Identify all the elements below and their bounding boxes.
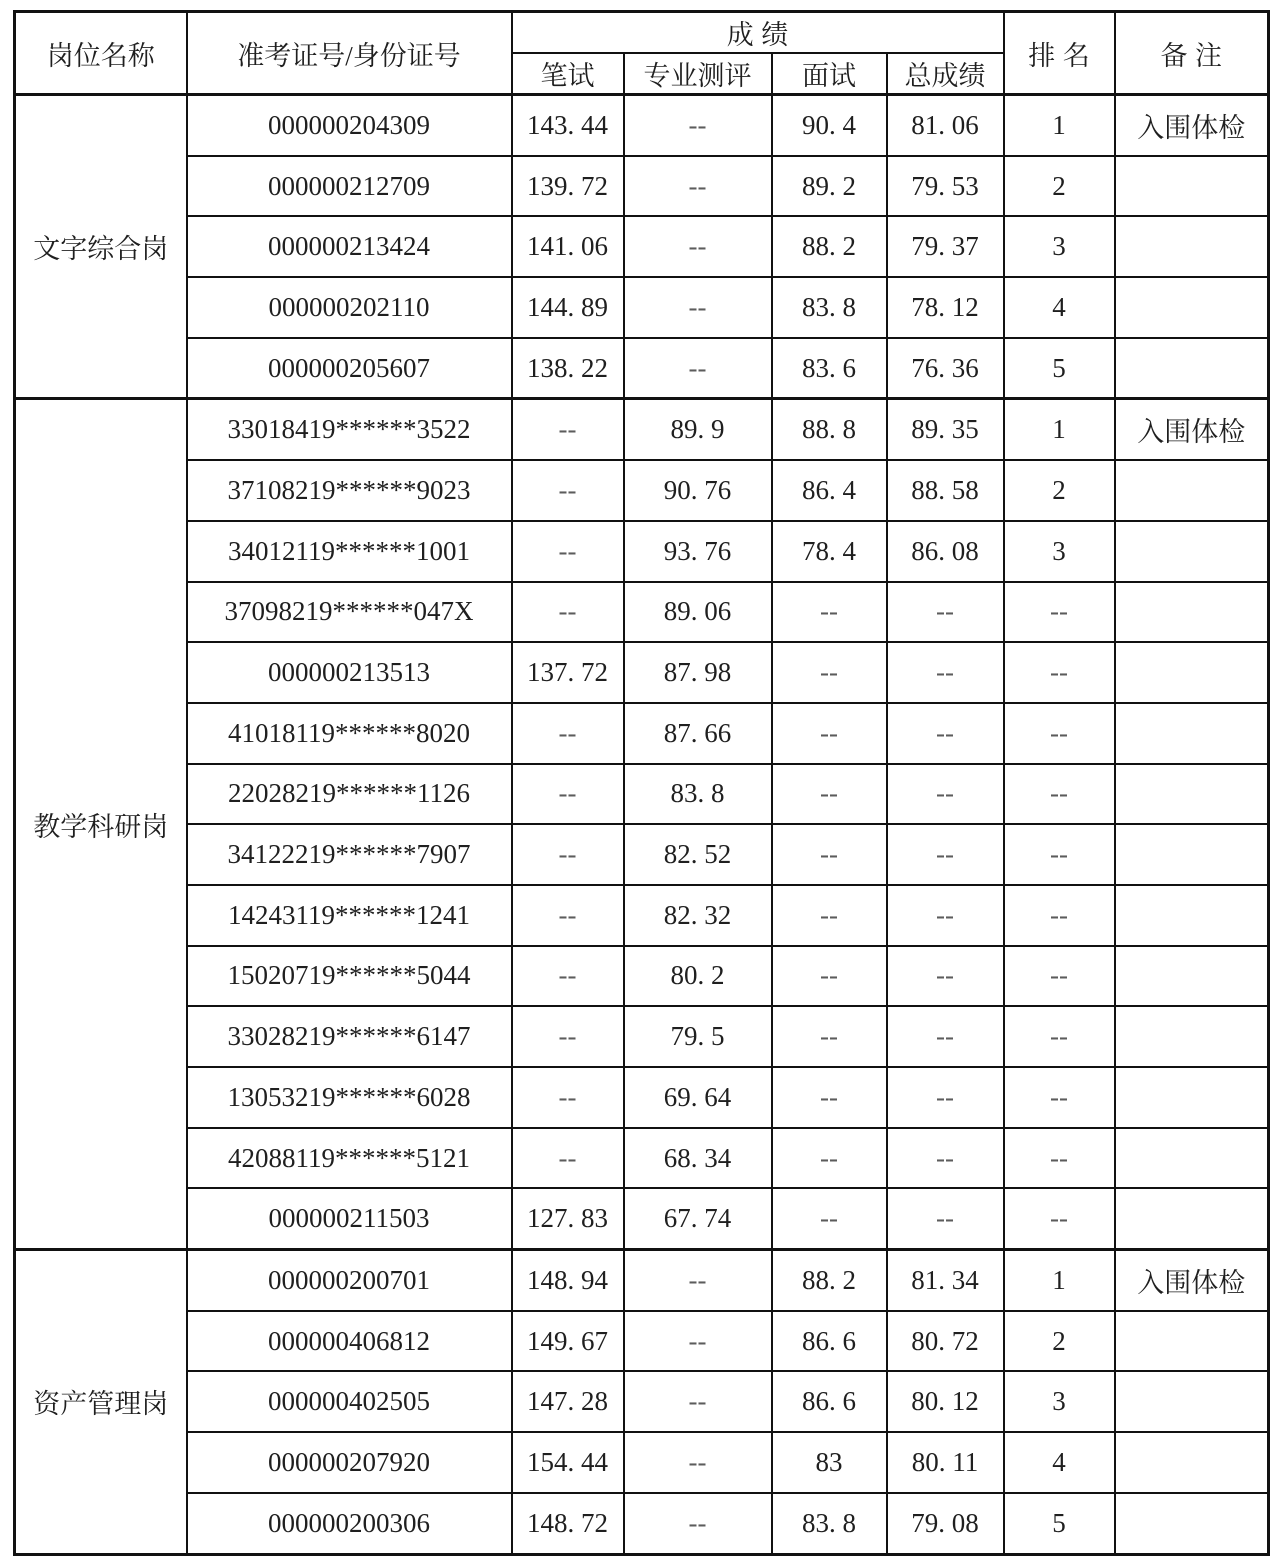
id-cell: 000000200306 — [187, 1493, 512, 1554]
rank-cell: -- — [1004, 582, 1115, 643]
interview-cell: -- — [772, 885, 887, 946]
rank-cell: 2 — [1004, 460, 1115, 521]
table-row — [15, 824, 1269, 885]
interview-cell: -- — [772, 824, 887, 885]
table-row — [15, 338, 1269, 399]
remark-cell — [1115, 642, 1269, 703]
position-name-cell: 资产管理岗 — [15, 1250, 187, 1554]
remark-cell — [1115, 1432, 1269, 1493]
professional-cell: 87. 98 — [624, 642, 772, 703]
results-tbody — [15, 95, 1269, 1555]
remark-cell: 入围体检 — [1115, 1250, 1269, 1311]
interview-cell: 86. 6 — [772, 1311, 887, 1372]
table-row — [15, 277, 1269, 338]
written-cell: -- — [512, 1128, 624, 1189]
id-cell: 000000211503 — [187, 1188, 512, 1249]
table-row — [15, 521, 1269, 582]
interview-cell: -- — [772, 703, 887, 764]
professional-cell: -- — [624, 216, 772, 277]
written-cell: 127. 83 — [512, 1188, 624, 1249]
id-cell: 000000212709 — [187, 156, 512, 217]
table-row — [15, 764, 1269, 825]
remark-cell — [1115, 1493, 1269, 1554]
written-cell: 144. 89 — [512, 277, 624, 338]
id-cell: 000000200701 — [187, 1250, 512, 1311]
written-cell: -- — [512, 703, 624, 764]
interview-cell: 88. 2 — [772, 216, 887, 277]
id-cell: 41018119******8020 — [187, 703, 512, 764]
rank-cell: -- — [1004, 1006, 1115, 1067]
table-row — [15, 1128, 1269, 1189]
professional-cell: 87. 66 — [624, 703, 772, 764]
professional-cell: -- — [624, 277, 772, 338]
written-cell: 143. 44 — [512, 95, 624, 156]
professional-cell: 69. 64 — [624, 1067, 772, 1128]
written-cell: 141. 06 — [512, 216, 624, 277]
total-cell: -- — [887, 946, 1004, 1007]
remark-cell — [1115, 338, 1269, 399]
interview-cell: 88. 2 — [772, 1250, 887, 1311]
table-row — [15, 1067, 1269, 1128]
rank-cell: 3 — [1004, 1371, 1115, 1432]
professional-cell: 67. 74 — [624, 1188, 772, 1249]
id-cell: 000000402505 — [187, 1371, 512, 1432]
remark-cell — [1115, 460, 1269, 521]
professional-cell: 68. 34 — [624, 1128, 772, 1189]
remark-cell — [1115, 156, 1269, 217]
remark-cell: 入围体检 — [1115, 95, 1269, 156]
id-cell: 000000213424 — [187, 216, 512, 277]
written-cell: -- — [512, 946, 624, 1007]
position-name-cell: 教学科研岗 — [15, 399, 187, 1250]
rank-cell: 4 — [1004, 277, 1115, 338]
interview-cell: 86. 4 — [772, 460, 887, 521]
total-cell: 80. 72 — [887, 1311, 1004, 1372]
table-row — [15, 1371, 1269, 1432]
table-row — [15, 642, 1269, 703]
total-cell: 79. 37 — [887, 216, 1004, 277]
written-cell: -- — [512, 1006, 624, 1067]
table-row — [15, 1493, 1269, 1554]
written-cell: 138. 22 — [512, 338, 624, 399]
table-row — [15, 95, 1269, 156]
table-row — [15, 399, 1269, 460]
id-cell: 33028219******6147 — [187, 1006, 512, 1067]
id-cell: 34012119******1001 — [187, 521, 512, 582]
header-rank: 排名 — [1004, 12, 1115, 95]
remark-cell — [1115, 582, 1269, 643]
total-cell: 86. 08 — [887, 521, 1004, 582]
written-cell: 137. 72 — [512, 642, 624, 703]
id-cell: 000000207920 — [187, 1432, 512, 1493]
rank-cell: -- — [1004, 764, 1115, 825]
interview-cell: -- — [772, 764, 887, 825]
id-cell: 14243119******1241 — [187, 885, 512, 946]
interview-cell: 83 — [772, 1432, 887, 1493]
professional-cell: -- — [624, 1432, 772, 1493]
interview-cell: -- — [772, 642, 887, 703]
total-cell: 81. 34 — [887, 1250, 1004, 1311]
total-cell: -- — [887, 764, 1004, 825]
written-cell: 154. 44 — [512, 1432, 624, 1493]
rank-cell: 4 — [1004, 1432, 1115, 1493]
id-cell: 34122219******7907 — [187, 824, 512, 885]
interview-cell: 78. 4 — [772, 521, 887, 582]
professional-cell: 79. 5 — [624, 1006, 772, 1067]
remark-cell — [1115, 1311, 1269, 1372]
header-professional-eval: 专业测评 — [624, 53, 772, 95]
written-cell: 139. 72 — [512, 156, 624, 217]
total-cell: 80. 12 — [887, 1371, 1004, 1432]
id-cell: 000000406812 — [187, 1311, 512, 1372]
header-interview: 面试 — [772, 53, 887, 95]
total-cell: -- — [887, 582, 1004, 643]
id-cell: 13053219******6028 — [187, 1067, 512, 1128]
interview-cell: 83. 8 — [772, 1493, 887, 1554]
interview-cell: -- — [772, 1128, 887, 1189]
professional-cell: 89. 06 — [624, 582, 772, 643]
total-cell: -- — [887, 1067, 1004, 1128]
total-cell: 88. 58 — [887, 460, 1004, 521]
remark-cell — [1115, 521, 1269, 582]
total-cell: 81. 06 — [887, 95, 1004, 156]
table-row — [15, 1006, 1269, 1067]
id-cell: 42088119******5121 — [187, 1128, 512, 1189]
total-cell: 78. 12 — [887, 277, 1004, 338]
professional-cell: -- — [624, 1371, 772, 1432]
written-cell: -- — [512, 582, 624, 643]
interview-cell: -- — [772, 582, 887, 643]
table-row — [15, 1250, 1269, 1311]
rank-cell: 2 — [1004, 156, 1115, 217]
table-row — [15, 1188, 1269, 1249]
interview-cell: -- — [772, 1067, 887, 1128]
header-total-score: 总成绩 — [887, 53, 1004, 95]
professional-cell: 93. 76 — [624, 521, 772, 582]
total-cell: -- — [887, 703, 1004, 764]
table-row — [15, 703, 1269, 764]
total-cell: -- — [887, 1188, 1004, 1249]
table-row — [15, 460, 1269, 521]
remark-cell — [1115, 824, 1269, 885]
header-id-number: 准考证号/身份证号 — [187, 12, 512, 95]
id-cell: 000000213513 — [187, 642, 512, 703]
remark-cell — [1115, 216, 1269, 277]
interview-cell: 83. 8 — [772, 277, 887, 338]
header-position-name: 岗位名称 — [15, 12, 187, 95]
professional-cell: 83. 8 — [624, 764, 772, 825]
id-cell: 37108219******9023 — [187, 460, 512, 521]
table-row — [15, 156, 1269, 217]
rank-cell: -- — [1004, 642, 1115, 703]
table-row — [15, 1311, 1269, 1372]
professional-cell: 90. 76 — [624, 460, 772, 521]
professional-cell: 82. 32 — [624, 885, 772, 946]
professional-cell: -- — [624, 1493, 772, 1554]
id-cell: 15020719******5044 — [187, 946, 512, 1007]
table-row — [15, 946, 1269, 1007]
interview-cell: -- — [772, 946, 887, 1007]
total-cell: 76. 36 — [887, 338, 1004, 399]
remark-cell — [1115, 1188, 1269, 1249]
header-remark: 备注 — [1115, 12, 1269, 95]
id-cell: 37098219******047X — [187, 582, 512, 643]
remark-cell — [1115, 1006, 1269, 1067]
professional-cell: -- — [624, 156, 772, 217]
professional-cell: 80. 2 — [624, 946, 772, 1007]
header-written-test: 笔试 — [512, 53, 624, 95]
header-score-group: 成绩 — [512, 12, 1004, 54]
rank-cell: 1 — [1004, 1250, 1115, 1311]
written-cell: 148. 72 — [512, 1493, 624, 1554]
rank-cell: -- — [1004, 703, 1115, 764]
remark-cell — [1115, 946, 1269, 1007]
remark-cell — [1115, 764, 1269, 825]
id-cell: 000000202110 — [187, 277, 512, 338]
id-cell: 000000204309 — [187, 95, 512, 156]
rank-cell: -- — [1004, 1188, 1115, 1249]
remark-cell — [1115, 885, 1269, 946]
interview-cell: 89. 2 — [772, 156, 887, 217]
rank-cell: 3 — [1004, 521, 1115, 582]
remark-cell: 入围体检 — [1115, 399, 1269, 460]
total-cell: 79. 53 — [887, 156, 1004, 217]
remark-cell — [1115, 1128, 1269, 1189]
professional-cell: 82. 52 — [624, 824, 772, 885]
remark-cell — [1115, 1067, 1269, 1128]
rank-cell: 5 — [1004, 338, 1115, 399]
written-cell: -- — [512, 521, 624, 582]
interview-cell: 83. 6 — [772, 338, 887, 399]
written-cell: -- — [512, 1067, 624, 1128]
total-cell: -- — [887, 885, 1004, 946]
interview-cell: 88. 8 — [772, 399, 887, 460]
id-cell: 22028219******1126 — [187, 764, 512, 825]
professional-cell: -- — [624, 95, 772, 156]
table-row — [15, 1432, 1269, 1493]
written-cell: -- — [512, 824, 624, 885]
written-cell: -- — [512, 460, 624, 521]
total-cell: -- — [887, 1006, 1004, 1067]
professional-cell: -- — [624, 1250, 772, 1311]
total-cell: 89. 35 — [887, 399, 1004, 460]
remark-cell — [1115, 277, 1269, 338]
written-cell: -- — [512, 885, 624, 946]
written-cell: 149. 67 — [512, 1311, 624, 1372]
interview-cell: 90. 4 — [772, 95, 887, 156]
professional-cell: -- — [624, 338, 772, 399]
rank-cell: 2 — [1004, 1311, 1115, 1372]
table-header — [15, 12, 1269, 95]
rank-cell: 3 — [1004, 216, 1115, 277]
rank-cell: -- — [1004, 885, 1115, 946]
written-cell: 148. 94 — [512, 1250, 624, 1311]
remark-cell — [1115, 1371, 1269, 1432]
remark-cell — [1115, 703, 1269, 764]
total-cell: -- — [887, 1128, 1004, 1189]
id-cell: 33018419******3522 — [187, 399, 512, 460]
rank-cell: 5 — [1004, 1493, 1115, 1554]
id-cell: 000000205607 — [187, 338, 512, 399]
written-cell: -- — [512, 399, 624, 460]
rank-cell: -- — [1004, 946, 1115, 1007]
position-name-cell: 文字综合岗 — [15, 95, 187, 399]
total-cell: -- — [887, 824, 1004, 885]
exam-results-table — [13, 10, 1270, 1556]
table-row — [15, 582, 1269, 643]
written-cell: -- — [512, 764, 624, 825]
rank-cell: 1 — [1004, 399, 1115, 460]
interview-cell: -- — [772, 1006, 887, 1067]
rank-cell: -- — [1004, 1128, 1115, 1189]
table-row — [15, 216, 1269, 277]
total-cell: 80. 11 — [887, 1432, 1004, 1493]
table-row — [15, 885, 1269, 946]
rank-cell: -- — [1004, 824, 1115, 885]
interview-cell: -- — [772, 1188, 887, 1249]
rank-cell: 1 — [1004, 95, 1115, 156]
interview-cell: 86. 6 — [772, 1371, 887, 1432]
total-cell: -- — [887, 642, 1004, 703]
total-cell: 79. 08 — [887, 1493, 1004, 1554]
professional-cell: -- — [624, 1311, 772, 1372]
professional-cell: 89. 9 — [624, 399, 772, 460]
rank-cell: -- — [1004, 1067, 1115, 1128]
written-cell: 147. 28 — [512, 1371, 624, 1432]
